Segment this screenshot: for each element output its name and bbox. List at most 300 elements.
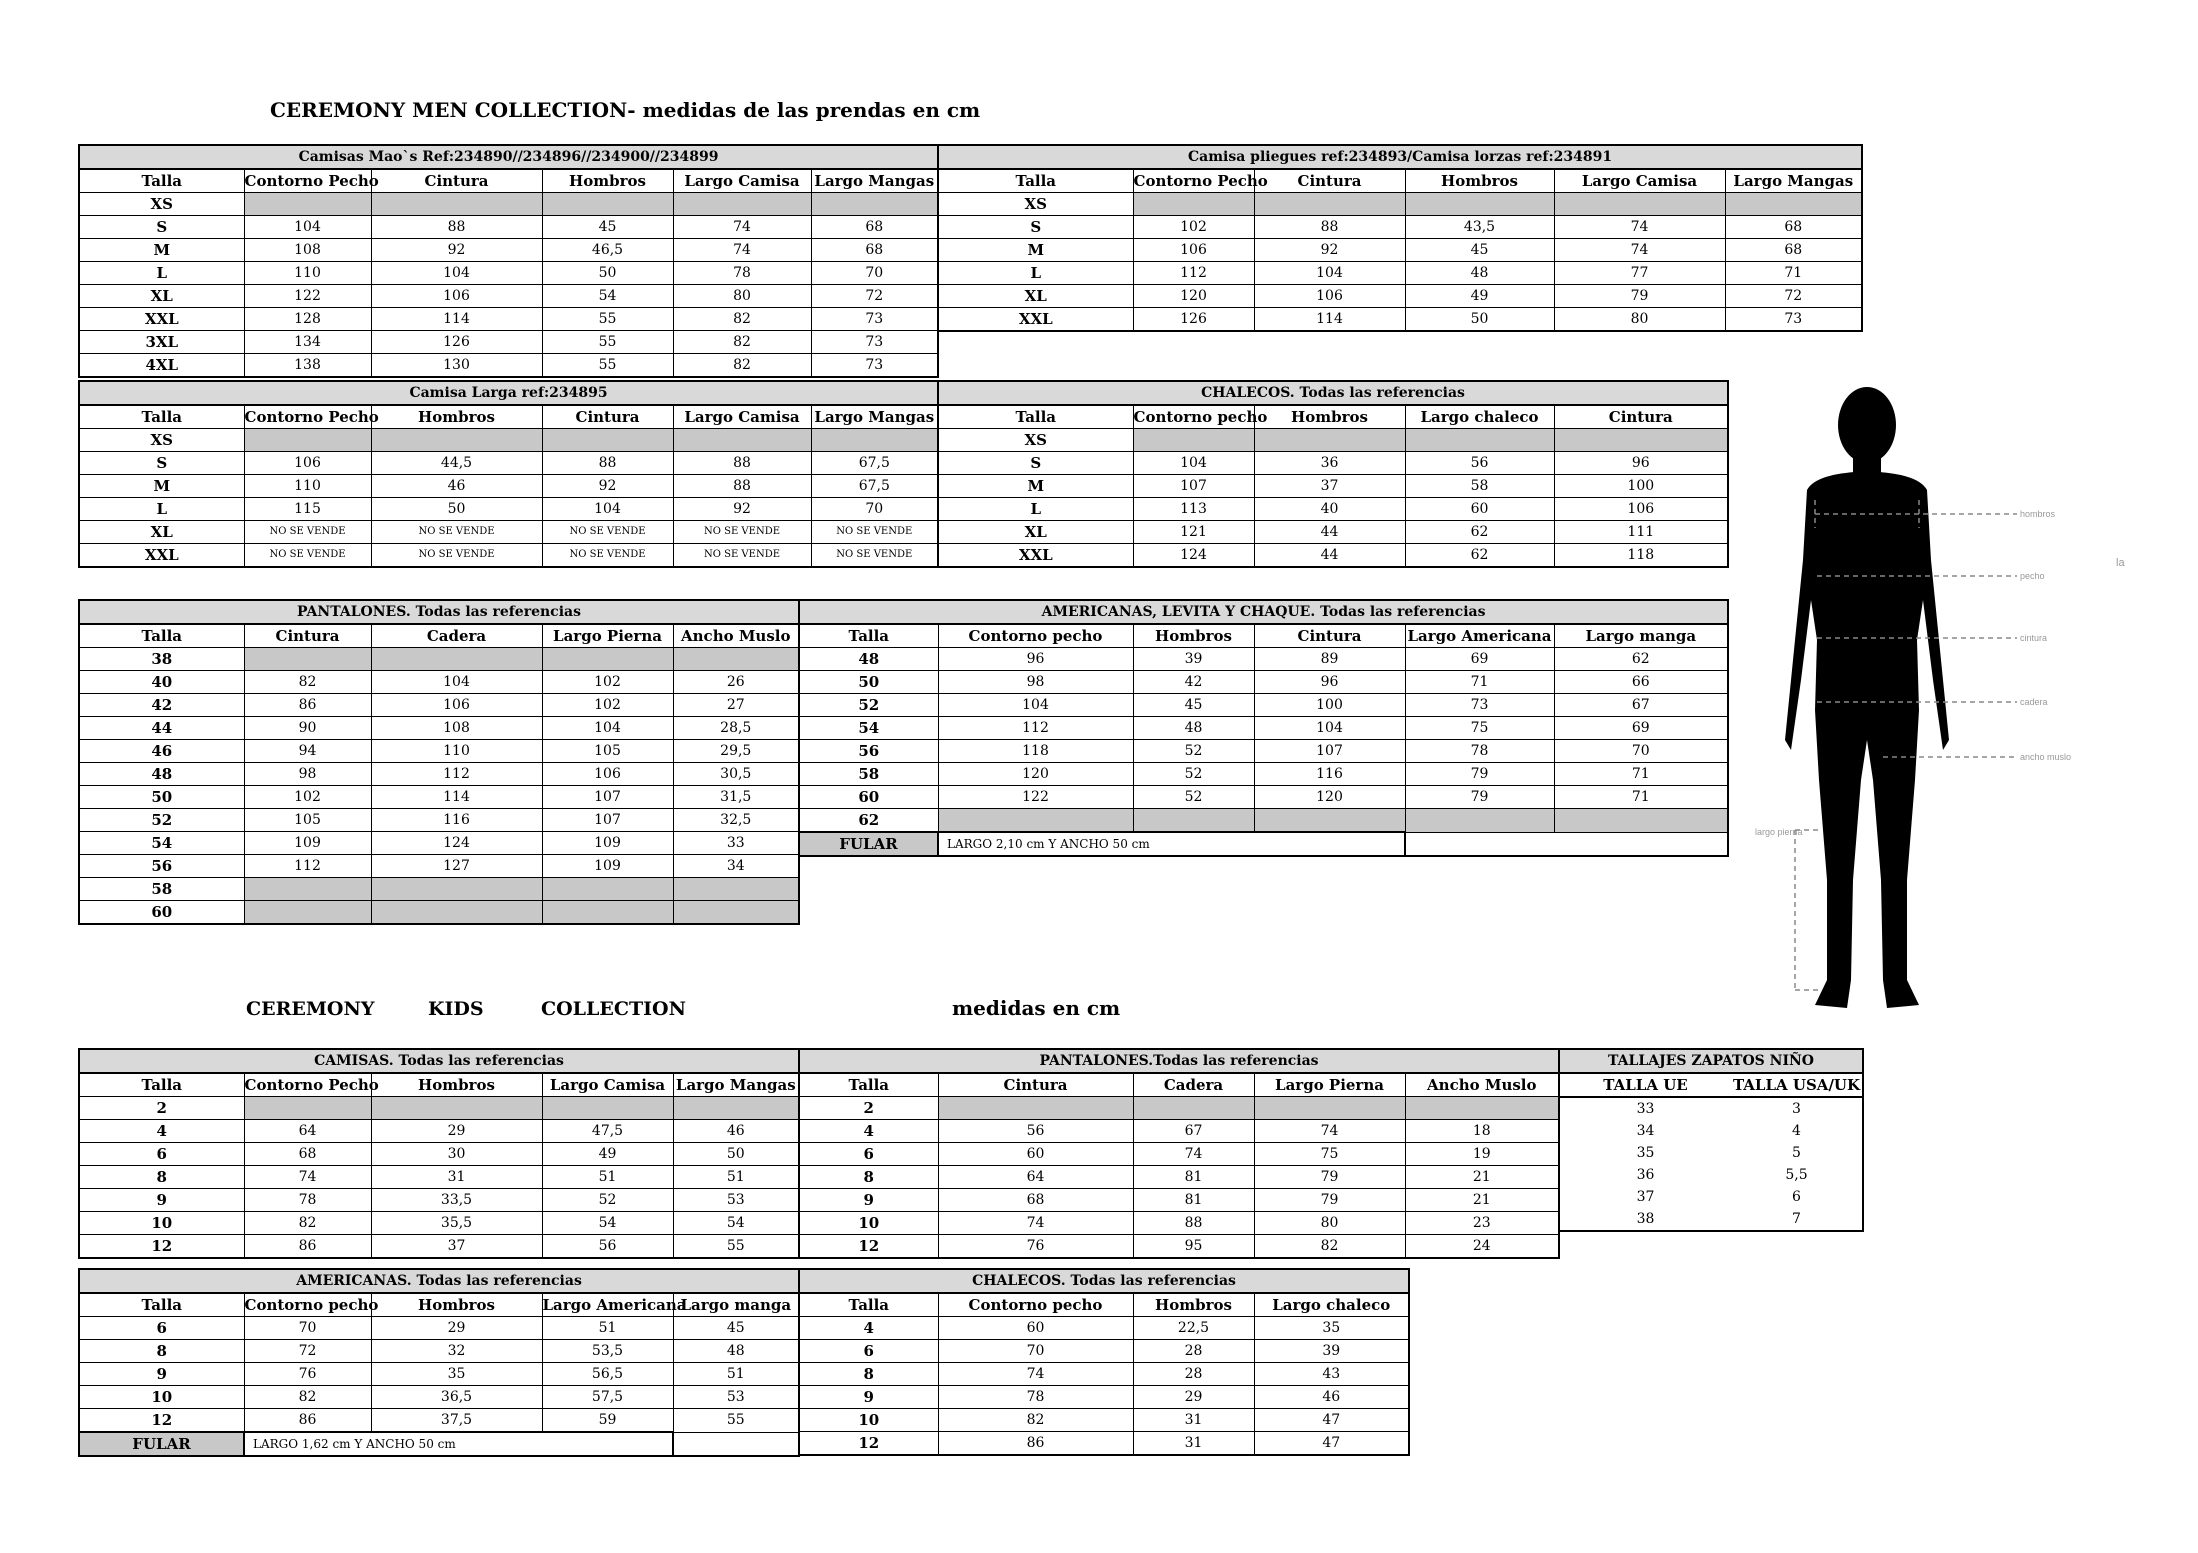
column-header: Cadera bbox=[1133, 1073, 1254, 1097]
value-cell: 5 bbox=[1792, 1145, 1801, 1161]
value-cell bbox=[542, 429, 673, 452]
value-cell: 67 bbox=[1133, 1120, 1254, 1143]
value-cell: 74 bbox=[673, 216, 811, 239]
table-row bbox=[938, 308, 1862, 332]
value-cell: NO SE VENDE bbox=[371, 544, 542, 568]
value-cell: 70 bbox=[938, 1340, 1133, 1363]
table-row bbox=[79, 544, 938, 568]
value-cell: 73 bbox=[811, 308, 938, 331]
value-cell: 82 bbox=[938, 1409, 1133, 1432]
value-cell: 109 bbox=[244, 832, 371, 855]
value-cell: 89 bbox=[1254, 648, 1405, 671]
value-cell: 86 bbox=[938, 1432, 1133, 1456]
column-header: Talla bbox=[79, 1073, 244, 1097]
value-cell: 54 bbox=[542, 1212, 673, 1235]
value-cell: 52 bbox=[1133, 763, 1254, 786]
table-row bbox=[79, 262, 938, 285]
column-header: Cintura bbox=[371, 169, 542, 193]
table-camisas-kids bbox=[78, 1048, 800, 1259]
value-cell bbox=[1254, 429, 1405, 452]
table-row bbox=[799, 1409, 1409, 1432]
size-cell: 40 bbox=[79, 671, 244, 694]
value-cell: 49 bbox=[542, 1143, 673, 1166]
fular-text: LARGO 1,62 cm Y ANCHO 50 cm bbox=[244, 1432, 673, 1456]
table-row bbox=[799, 671, 1728, 694]
value-cell: 56 bbox=[938, 1120, 1133, 1143]
value-cell: 106 bbox=[371, 694, 542, 717]
value-cell: 126 bbox=[371, 331, 542, 354]
value-cell: 6 bbox=[1792, 1189, 1801, 1205]
value-cell: 114 bbox=[371, 308, 542, 331]
table-row bbox=[799, 648, 1728, 671]
value-cell: 104 bbox=[542, 498, 673, 521]
size-cell: 54 bbox=[79, 832, 244, 855]
column-header: Hombros bbox=[371, 1073, 542, 1097]
value-cell: 112 bbox=[1133, 262, 1254, 285]
value-cell: 82 bbox=[673, 308, 811, 331]
silhouette-icon bbox=[1785, 387, 1949, 1008]
value-cell: 88 bbox=[542, 452, 673, 475]
value-cell: 79 bbox=[1254, 1189, 1405, 1212]
table-row bbox=[938, 216, 1862, 239]
value-cell: 121 bbox=[1133, 521, 1254, 544]
column-header: Hombros bbox=[1133, 624, 1254, 648]
value-cell: 56,5 bbox=[542, 1363, 673, 1386]
value-cell: 98 bbox=[938, 671, 1133, 694]
table-row bbox=[79, 1386, 799, 1409]
value-cell: 52 bbox=[1133, 786, 1254, 809]
size-cell: S bbox=[79, 452, 244, 475]
table-row bbox=[799, 809, 1728, 833]
value-cell: 78 bbox=[244, 1189, 371, 1212]
value-cell: 70 bbox=[244, 1317, 371, 1340]
size-cell: 8 bbox=[79, 1340, 244, 1363]
value-cell: 112 bbox=[244, 855, 371, 878]
value-cell bbox=[673, 193, 811, 216]
size-cell: 8 bbox=[799, 1166, 938, 1189]
spacer-cell bbox=[673, 1432, 799, 1456]
value-cell bbox=[542, 878, 673, 901]
column-header: Contorno Pecho bbox=[244, 1073, 371, 1097]
size-cell: L bbox=[79, 498, 244, 521]
label-hombros: hombros bbox=[2020, 509, 2056, 519]
value-cell: 120 bbox=[1254, 786, 1405, 809]
size-cell: 9 bbox=[79, 1363, 244, 1386]
value-cell: 55 bbox=[673, 1235, 799, 1259]
table-pantalones-kids bbox=[798, 1048, 1560, 1259]
table-row bbox=[938, 521, 1728, 544]
value-cell bbox=[1254, 1097, 1405, 1120]
size-cell: 4 bbox=[799, 1317, 938, 1340]
value-cell: 71 bbox=[1405, 671, 1554, 694]
fular-row bbox=[79, 1432, 799, 1456]
value-cell: 74 bbox=[1554, 239, 1725, 262]
size-cell: 35 bbox=[1636, 1145, 1655, 1161]
value-cell: 51 bbox=[673, 1166, 799, 1189]
table-row bbox=[79, 475, 938, 498]
table-chalecos-kids bbox=[798, 1268, 1410, 1456]
value-cell: 49 bbox=[1405, 285, 1554, 308]
value-cell: 114 bbox=[371, 786, 542, 809]
table-caption: TALLAJES ZAPATOS NIÑO bbox=[1559, 1049, 1863, 1073]
value-cell: 110 bbox=[244, 262, 371, 285]
value-cell: 68 bbox=[938, 1189, 1133, 1212]
value-cell: 57,5 bbox=[542, 1386, 673, 1409]
value-cell: 48 bbox=[673, 1340, 799, 1363]
table-row bbox=[799, 1166, 1559, 1189]
value-cell: 7 bbox=[1792, 1211, 1801, 1227]
value-cell: 42 bbox=[1133, 671, 1254, 694]
value-cell bbox=[1133, 809, 1254, 833]
column-header: Talla bbox=[799, 624, 938, 648]
size-cell: 52 bbox=[79, 809, 244, 832]
table-row bbox=[79, 763, 799, 786]
table-camisas-mao bbox=[78, 144, 939, 378]
column-header: Contorno pecho bbox=[244, 1293, 371, 1317]
value-cell: 76 bbox=[938, 1235, 1133, 1259]
table-row bbox=[799, 1340, 1409, 1363]
value-cell bbox=[244, 901, 371, 925]
value-cell: 79 bbox=[1254, 1166, 1405, 1189]
value-cell: 68 bbox=[1725, 239, 1862, 262]
value-cell: 122 bbox=[244, 285, 371, 308]
value-cell: 104 bbox=[244, 216, 371, 239]
column-header: Largo manga bbox=[673, 1293, 799, 1317]
label-pecho: pecho bbox=[2020, 571, 2045, 581]
size-cell: XL bbox=[79, 521, 244, 544]
value-cell: 109 bbox=[542, 832, 673, 855]
value-cell: 55 bbox=[542, 331, 673, 354]
size-cell: 44 bbox=[79, 717, 244, 740]
value-cell: 130 bbox=[371, 354, 542, 378]
value-cell bbox=[1405, 429, 1554, 452]
value-cell bbox=[1554, 193, 1725, 216]
value-cell: 106 bbox=[1254, 285, 1405, 308]
value-cell: 106 bbox=[1133, 239, 1254, 262]
table-row bbox=[799, 786, 1728, 809]
value-cell: 33 bbox=[673, 832, 799, 855]
value-cell bbox=[371, 648, 542, 671]
value-cell: 31 bbox=[1133, 1432, 1254, 1456]
value-cell: 32 bbox=[371, 1340, 542, 1363]
column-header: Cintura bbox=[1254, 624, 1405, 648]
value-cell bbox=[371, 901, 542, 925]
value-cell: 102 bbox=[542, 694, 673, 717]
value-cell: 111 bbox=[1554, 521, 1728, 544]
table-row bbox=[799, 1432, 1409, 1456]
value-cell bbox=[1554, 809, 1728, 833]
value-cell: 68 bbox=[811, 216, 938, 239]
value-cell: 50 bbox=[542, 262, 673, 285]
table-zapatos-kids bbox=[1558, 1048, 1864, 1232]
label-ancho-muslo: ancho muslo bbox=[2020, 752, 2072, 762]
table-pantalones-men bbox=[78, 599, 800, 925]
column-header: Hombros bbox=[371, 1293, 542, 1317]
size-cell: L bbox=[938, 262, 1133, 285]
value-cell bbox=[244, 1097, 371, 1120]
value-cell: 44 bbox=[1254, 544, 1405, 568]
kids-title-medidas: medidas en cm bbox=[952, 996, 1121, 1020]
value-cell: 80 bbox=[673, 285, 811, 308]
value-cell: 86 bbox=[244, 1235, 371, 1259]
column-header: Talla bbox=[938, 169, 1133, 193]
value-cell bbox=[1405, 809, 1554, 833]
column-header: Talla bbox=[79, 1293, 244, 1317]
size-cell: 2 bbox=[79, 1097, 244, 1120]
table-row bbox=[79, 1143, 799, 1166]
value-cell: 106 bbox=[1554, 498, 1728, 521]
value-cell: 44,5 bbox=[371, 452, 542, 475]
size-cell: M bbox=[79, 239, 244, 262]
column-header: Hombros bbox=[1254, 405, 1405, 429]
value-cell: 27 bbox=[673, 694, 799, 717]
value-cell: 21 bbox=[1405, 1189, 1559, 1212]
table-camisa-pliegues bbox=[937, 144, 1863, 332]
size-cell: 36 bbox=[1636, 1167, 1655, 1183]
value-cell: 68 bbox=[244, 1143, 371, 1166]
value-cell: NO SE VENDE bbox=[673, 521, 811, 544]
value-cell: NO SE VENDE bbox=[673, 544, 811, 568]
table-row bbox=[79, 1363, 799, 1386]
value-cell: 82 bbox=[244, 671, 371, 694]
value-cell: 127 bbox=[371, 855, 542, 878]
size-cell: XS bbox=[79, 193, 244, 216]
value-cell: 82 bbox=[673, 354, 811, 378]
value-cell bbox=[542, 901, 673, 925]
size-cell: S bbox=[938, 452, 1133, 475]
value-cell bbox=[1405, 193, 1554, 216]
value-cell: 102 bbox=[542, 671, 673, 694]
value-cell: 45 bbox=[1133, 694, 1254, 717]
column-header: Hombros bbox=[1133, 1293, 1254, 1317]
value-cell: 34 bbox=[673, 855, 799, 878]
value-cell: 29 bbox=[371, 1317, 542, 1340]
table-row bbox=[79, 1166, 799, 1189]
column-header: Cintura bbox=[244, 624, 371, 648]
table-americanas-kids bbox=[78, 1268, 800, 1457]
size-cell: 37 bbox=[1636, 1189, 1655, 1205]
label-largo-pierna: largo pierna bbox=[1755, 827, 1803, 837]
value-cell: 60 bbox=[938, 1317, 1133, 1340]
column-header: Largo chaleco bbox=[1405, 405, 1554, 429]
size-cell: XS bbox=[938, 429, 1133, 452]
value-cell: 43 bbox=[1254, 1363, 1409, 1386]
table-row bbox=[79, 1235, 799, 1259]
value-cell: 47 bbox=[1254, 1409, 1409, 1432]
value-cell: 18 bbox=[1405, 1120, 1559, 1143]
value-cell bbox=[244, 648, 371, 671]
value-cell bbox=[673, 1097, 799, 1120]
value-cell: 72 bbox=[1725, 285, 1862, 308]
table-row bbox=[79, 452, 938, 475]
value-cell: NO SE VENDE bbox=[371, 521, 542, 544]
value-cell: 70 bbox=[811, 262, 938, 285]
value-cell: 29 bbox=[371, 1120, 542, 1143]
value-cell: 74 bbox=[1133, 1143, 1254, 1166]
value-cell: 24 bbox=[1405, 1235, 1559, 1259]
size-cell: 10 bbox=[799, 1409, 938, 1432]
table-row bbox=[799, 1143, 1559, 1166]
value-cell: 30 bbox=[371, 1143, 542, 1166]
table-row bbox=[79, 648, 799, 671]
value-cell: 45 bbox=[673, 1317, 799, 1340]
value-cell: 73 bbox=[1725, 308, 1862, 332]
size-cell: 56 bbox=[79, 855, 244, 878]
value-cell bbox=[673, 901, 799, 925]
value-cell: 120 bbox=[1133, 285, 1254, 308]
column-header: Contorno pecho bbox=[1133, 405, 1254, 429]
size-cell: 4 bbox=[79, 1120, 244, 1143]
table-row bbox=[938, 239, 1862, 262]
table-row bbox=[799, 740, 1728, 763]
value-cell: 75 bbox=[1254, 1143, 1405, 1166]
table-row bbox=[799, 1189, 1559, 1212]
value-cell bbox=[371, 1097, 542, 1120]
value-cell: NO SE VENDE bbox=[811, 544, 938, 568]
column-header: Largo Camisa bbox=[542, 1073, 673, 1097]
column-header: Largo Camisa bbox=[673, 405, 811, 429]
table-row bbox=[79, 878, 799, 901]
value-cell: 39 bbox=[1133, 648, 1254, 671]
table-row bbox=[1559, 1186, 1863, 1208]
value-cell: 115 bbox=[244, 498, 371, 521]
column-header: Largo Mangas bbox=[811, 169, 938, 193]
table-row bbox=[79, 1340, 799, 1363]
table-row bbox=[79, 1097, 799, 1120]
value-cell bbox=[542, 193, 673, 216]
value-cell: 96 bbox=[1254, 671, 1405, 694]
column-header: Largo Camisa bbox=[673, 169, 811, 193]
value-cell: 105 bbox=[542, 740, 673, 763]
value-cell: 54 bbox=[673, 1212, 799, 1235]
table-americanas-men bbox=[798, 599, 1729, 857]
size-cell: 10 bbox=[79, 1386, 244, 1409]
value-cell bbox=[1133, 429, 1254, 452]
value-cell: 69 bbox=[1554, 717, 1728, 740]
value-cell: 104 bbox=[542, 717, 673, 740]
table-row bbox=[79, 694, 799, 717]
value-cell: 74 bbox=[673, 239, 811, 262]
fular-label: FULAR bbox=[799, 832, 938, 856]
value-cell: 55 bbox=[542, 354, 673, 378]
fular-text: LARGO 2,10 cm Y ANCHO 50 cm bbox=[938, 832, 1405, 856]
value-cell: 88 bbox=[1254, 216, 1405, 239]
value-cell: 105 bbox=[244, 809, 371, 832]
size-cell: XXL bbox=[79, 308, 244, 331]
column-header: Contorno Pecho bbox=[244, 405, 371, 429]
fular-label: FULAR bbox=[79, 1432, 244, 1456]
value-cell: 43,5 bbox=[1405, 216, 1554, 239]
value-cell: 74 bbox=[1554, 216, 1725, 239]
value-cell bbox=[673, 429, 811, 452]
fular-row bbox=[799, 832, 1728, 856]
value-cell: 78 bbox=[673, 262, 811, 285]
size-cell: 12 bbox=[799, 1432, 938, 1456]
table-row bbox=[79, 671, 799, 694]
value-cell: 106 bbox=[244, 452, 371, 475]
value-cell: 71 bbox=[1554, 763, 1728, 786]
table-row bbox=[1559, 1208, 1863, 1231]
value-cell: 55 bbox=[542, 308, 673, 331]
table-caption: AMERICANAS. Todas las referencias bbox=[79, 1269, 799, 1293]
size-cell: 6 bbox=[799, 1143, 938, 1166]
value-cell: 67 bbox=[1554, 694, 1728, 717]
value-cell: 86 bbox=[244, 694, 371, 717]
value-cell: 122 bbox=[938, 786, 1133, 809]
value-cell: NO SE VENDE bbox=[542, 544, 673, 568]
value-cell: 26 bbox=[673, 671, 799, 694]
value-cell: 79 bbox=[1405, 763, 1554, 786]
value-cell: 106 bbox=[542, 763, 673, 786]
value-cell: 116 bbox=[371, 809, 542, 832]
value-cell: 48 bbox=[1133, 717, 1254, 740]
size-cell: 50 bbox=[799, 671, 938, 694]
kids-title-collection: COLLECTION bbox=[541, 998, 686, 1020]
table-row bbox=[79, 1317, 799, 1340]
value-cell: 126 bbox=[1133, 308, 1254, 332]
column-header: Talla bbox=[79, 405, 244, 429]
value-cell: 73 bbox=[811, 354, 938, 378]
table-row bbox=[799, 1235, 1559, 1259]
size-cell: 6 bbox=[799, 1340, 938, 1363]
table-row bbox=[79, 1409, 799, 1433]
value-cell: 96 bbox=[938, 648, 1133, 671]
value-cell: 120 bbox=[938, 763, 1133, 786]
value-cell: 64 bbox=[938, 1166, 1133, 1189]
column-header: Largo Mangas bbox=[1725, 169, 1862, 193]
table-row bbox=[79, 1120, 799, 1143]
value-cell: 124 bbox=[1133, 544, 1254, 568]
value-cell: 74 bbox=[938, 1212, 1133, 1235]
column-header: Contorno pecho bbox=[938, 1293, 1133, 1317]
value-cell: 70 bbox=[1554, 740, 1728, 763]
value-cell: 69 bbox=[1405, 648, 1554, 671]
value-cell: 74 bbox=[1254, 1120, 1405, 1143]
value-cell bbox=[244, 429, 371, 452]
value-cell: 92 bbox=[1254, 239, 1405, 262]
table-row bbox=[1559, 1120, 1863, 1142]
value-cell: 112 bbox=[938, 717, 1133, 740]
table-row bbox=[79, 521, 938, 544]
size-cell: L bbox=[79, 262, 244, 285]
table-caption: AMERICANAS, LEVITA Y CHAQUE. Todas las referencias bbox=[799, 600, 1728, 624]
value-cell bbox=[1254, 809, 1405, 833]
value-cell: 113 bbox=[1133, 498, 1254, 521]
value-cell: 50 bbox=[371, 498, 542, 521]
value-cell: 52 bbox=[542, 1189, 673, 1212]
value-cell: NO SE VENDE bbox=[244, 521, 371, 544]
size-cell: 46 bbox=[79, 740, 244, 763]
table-row bbox=[799, 1097, 1559, 1120]
column-header: TALLA USA/UK bbox=[1731, 1073, 1863, 1097]
value-cell: 62 bbox=[1405, 521, 1554, 544]
value-cell: 109 bbox=[542, 855, 673, 878]
value-cell: 104 bbox=[1133, 452, 1254, 475]
table-row bbox=[79, 1189, 799, 1212]
value-cell bbox=[371, 193, 542, 216]
value-cell: 64 bbox=[244, 1120, 371, 1143]
table-row bbox=[79, 809, 799, 832]
value-cell: 35 bbox=[371, 1363, 542, 1386]
value-cell: 95 bbox=[1133, 1235, 1254, 1259]
size-cell: M bbox=[79, 475, 244, 498]
table-row bbox=[938, 285, 1862, 308]
value-cell: 36,5 bbox=[371, 1386, 542, 1409]
table-row bbox=[938, 544, 1728, 568]
value-cell: 118 bbox=[1554, 544, 1728, 568]
value-cell: 58 bbox=[1405, 475, 1554, 498]
value-cell: 37 bbox=[371, 1235, 542, 1259]
